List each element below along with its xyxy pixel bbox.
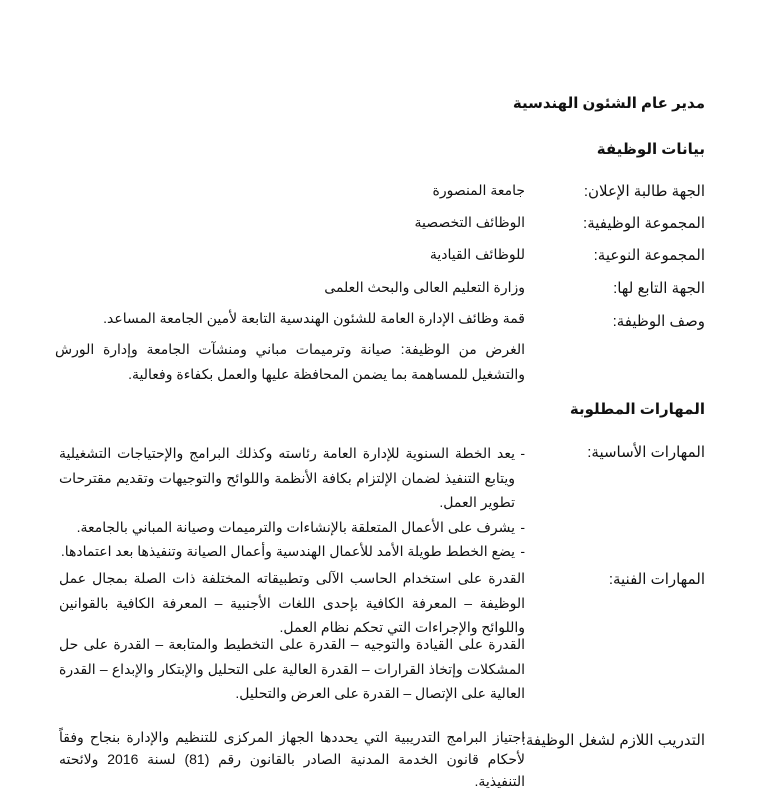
bullet-dash: - [520, 518, 525, 535]
field-label-qualitative-group: المجموعة النوعية: [593, 247, 705, 264]
technical-skills-paragraph-1: القدرة على استخدام الحاسب الآلى وتطبيقاته المختلفة ذات الصلة بمجال عمل الوظيفة – المعرفة الكافية بإحدى اللغات الأجنبية – المعرفة الكافية بالقوانين واللوائح والإجراءات التي تحكم نظام العمل. [59, 570, 525, 635]
bullet-dash: - [520, 445, 525, 461]
bullet-dash: - [520, 543, 525, 559]
field-label-job-group: المجموعة الوظيفية: [583, 215, 705, 232]
field-value-job-description: قمة وظائف الإدارة العامة للشئون الهندسية التابعة لأمين الجامعة المساعد. [103, 310, 525, 326]
basic-skill-item [59, 515, 525, 540]
job-purpose-text: الغرض من الوظيفة: صيانة وترميمات مباني ومنشآت الجامعة وإدارة الورش والتشغيل للمساهمة بما يضمن المحافظة عليها والعمل بكفاءة وفعالية. [55, 341, 525, 382]
training-text: اجتياز البرامج التدريبية التي يحددها الجهاز المركزى للتنظيم والإدارة بنجاح وفقاً لأحكام قانون الخدمة المدنية الصادر بالقانون رقم (81) لسنة 2016 ولائحته التنفيذية. [59, 729, 525, 789]
field-value-advertiser: جامعة المنصورة [432, 182, 525, 198]
field-label-affiliated-entity: الجهة التابع لها: [613, 280, 705, 297]
job-title: مدير عام الشئون الهندسية [512, 95, 705, 112]
basic-skill-item [59, 441, 525, 515]
basic-skill-item [59, 539, 525, 564]
training-label: التدريب اللازم لشغل الوظيفة: [521, 732, 705, 749]
field-value-qualitative-group: للوظائف القيادية [429, 246, 525, 262]
basic-skills-label: المهارات الأساسية: [587, 444, 705, 461]
basic-skills-list [59, 441, 525, 564]
field-label-advertiser: الجهة طالبة الإعلان: [583, 183, 705, 200]
field-value-job-group: الوظائف التخصصية [414, 214, 525, 230]
technical-skills-label: المهارات الفنية: [608, 571, 705, 588]
field-value-affiliated-entity: وزارة التعليم العالى والبحث العلمى [324, 279, 525, 295]
job-data-heading: بيانات الوظيفة [596, 141, 705, 158]
basic-skill-text: يشرف على الأعمال المتعلقة بالإنشاءات والترميمات وصيانة المباني بالجامعة. [76, 518, 515, 535]
field-label-job-description: وصف الوظيفة: [612, 313, 705, 330]
required-skills-heading: المهارات المطلوبة [569, 401, 705, 418]
technical-skills-paragraph-2: القدرة على القيادة والتوجيه – القدرة على التخطيط والمتابعة – القدرة على حل المشكلات وإتخاذ القرارات – القدرة العالية على التحليل والإبتكار والإبداع – القدرة العالية على الإتصال – القدرة على العرض والتحليل. [59, 636, 525, 701]
basic-skill-text: يعد الخطة السنوية للإدارة العامة رئاسته وكذلك البرامج والإحتياجات التشغيلية ويتابع التنفيذ لضمان الإلتزام بكافة الأنظمة واللوائح والتوجيهات وتقديم مقترحات تطوير العمل. [59, 445, 515, 510]
basic-skill-text: يضع الخطط طويلة الأمد للأعمال الهندسية وأعمال الصيانة وتنفيذها بعد اعتمادها. [60, 543, 515, 559]
